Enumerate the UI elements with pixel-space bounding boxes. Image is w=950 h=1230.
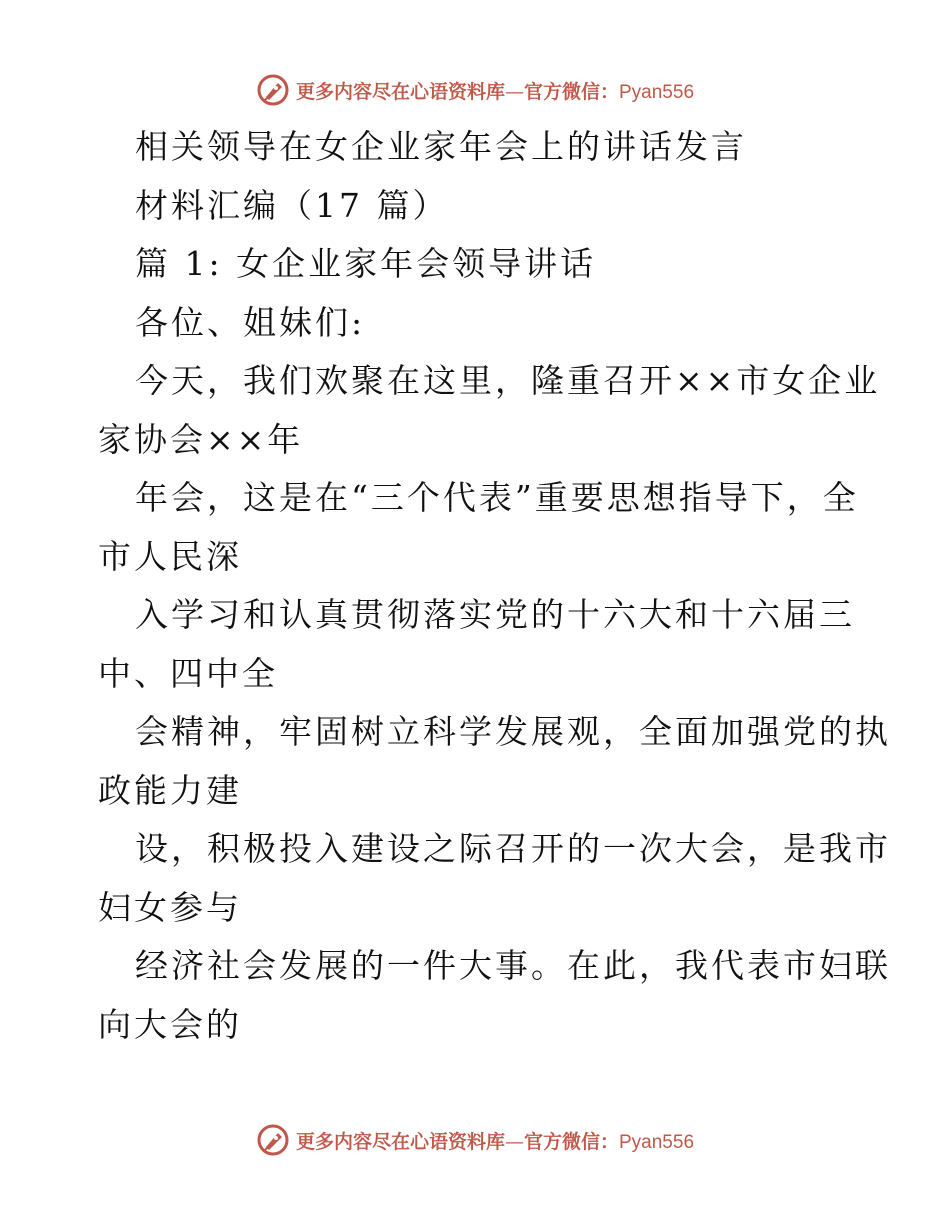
- footer-separator: —: [504, 1130, 524, 1153]
- document-title-line-2: 材料汇编（17 篇）: [135, 185, 449, 225]
- pen-nib-logo-icon: [256, 1123, 290, 1157]
- paragraph-line: 政能力建: [98, 770, 242, 810]
- header-separator: —: [504, 80, 524, 103]
- paragraph-line: 年会，这是在“三个代表”重要思想指导下，全: [135, 478, 859, 517]
- paragraph-line: 设，积极投入建设之际召开的一次大会，是我市: [135, 829, 891, 868]
- paragraph-line: 今天，我们欢聚在这里，隆重召开××市女企业: [135, 361, 881, 400]
- paragraph-line: 市人民深: [98, 536, 242, 576]
- header-watermark-text: [296, 77, 694, 104]
- footer-contact-id: Pyan556: [619, 1131, 695, 1153]
- salutation: 各位、姐妹们:: [135, 302, 366, 342]
- footer-watermark: [0, 1120, 950, 1160]
- footer-watermark-title: 更多内容尽在心语资料库: [295, 1130, 505, 1153]
- header-contact-label: 官方微信：: [523, 80, 619, 103]
- paragraph-line: 经济社会发展的一件大事。在此，我代表市妇联: [135, 946, 891, 985]
- section-heading: 篇 1: 女企业家年会领导讲话: [135, 244, 597, 283]
- paragraph-line: 家协会××年: [98, 419, 304, 459]
- footer-watermark-text: [296, 1127, 694, 1154]
- paragraph-line: 会精神，牢固树立科学发展观，全面加强党的执: [135, 712, 891, 751]
- paragraph-line: 入学习和认真贯彻落实党的十六大和十六届三: [135, 595, 855, 634]
- paragraph-line: 向大会的: [98, 1004, 242, 1044]
- paragraph-line: 妇女参与: [98, 887, 242, 927]
- pen-nib-logo-icon: [256, 73, 290, 107]
- paragraph-line: 中、四中全: [98, 653, 278, 693]
- header-contact-id: Pyan556: [619, 81, 695, 103]
- header-watermark: [0, 70, 950, 110]
- header-watermark-title: 更多内容尽在心语资料库: [295, 80, 505, 103]
- footer-contact-label: 官方微信：: [523, 1130, 619, 1153]
- document-title-line-1: 相关领导在女企业家年会上的讲话发言: [135, 127, 747, 166]
- document-body: [98, 118, 891, 1054]
